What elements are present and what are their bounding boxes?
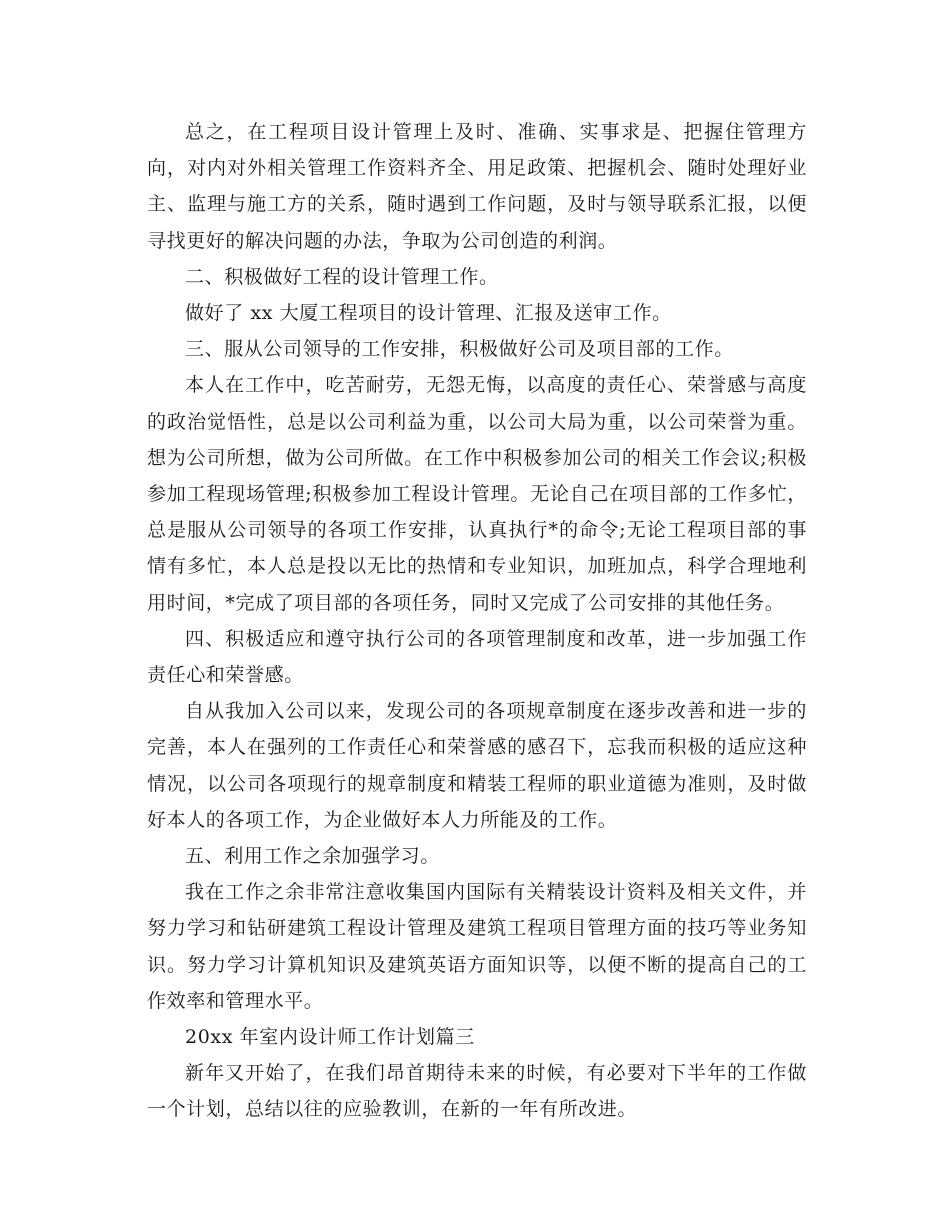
paragraph-section-5: 我在工作之余非常注意收集国内国际有关精装设计资料及相关文件，并努力学习和钻研建筑工程设计管理及建筑工程项目管理方面的技巧等业务知识。努力学习计算机知识及建筑英语方面知识等，以便不断的提高自己的工作效率和管理水平。 xyxy=(147,881,807,1012)
paragraph-summary: 总之，在工程项目设计管理上及时、准确、实事求是、把握住管理方向，对内对外相关管理工作资料齐全、用足政策、把握机会、随时处理好业主、监理与施工方的关系，随时遇到工作问题，及时与领导联系汇报，以便寻找更好的解决问题的办法，争取为公司创造的利润。 xyxy=(147,121,807,252)
document-body xyxy=(147,114,807,1128)
paragraph-section-3: 本人在工作中，吃苦耐劳，无怨无悔，以高度的责任心、荣誉感与高度的政治觉悟性，总是以公司利益为重，以公司大局为重，以公司荣誉为重。想为公司所想，做为公司所做。在工作中积极参加公司的相关工作会议;积极参加工程现场管理;积极参加工程设计管理。无论自己在项目部的工作多忙，总是服从公司领导的各项工作安排，认真执行*的命令;无论工程项目部的事情有多忙，本人总是投以无比的热情和专业知识，加班加点，科学合理地利用时间，*完成了项目部的各项任务，同时又完成了公司安排的其他任务。 xyxy=(147,374,807,614)
heading-section-2: 二、积极做好工程的设计管理工作。 xyxy=(185,265,499,288)
paragraph-new-year: 新年又开始了，在我们昂首期待未来的时候，有必要对下半年的工作做一个计划，总结以往的应验教训，在新的一年有所改进。 xyxy=(147,1062,807,1121)
article-title-part-3: 20xx 年室内设计师工作计划篇三 xyxy=(185,1026,475,1049)
heading-section-3: 三、服从公司领导的工作安排，积极做好公司及项目部的工作。 xyxy=(185,338,734,361)
paragraph-section-4: 自从我加入公司以来，发现公司的各项规章制度在逐步改善和进一步的完善，本人在强列的工作责任心和荣誉感的感召下，忘我而积极的适应这种情况，以公司各项现行的规章制度和精装工程师的职业道德为准则，及时做好本人的各项工作，为企业做好本人力所能及的工作。 xyxy=(147,700,807,831)
heading-section-4: 四、积极适应和遵守执行公司的各项管理制度和改革，进一步加强工作责任心和荣誉感。 xyxy=(147,627,807,687)
paragraph-section-2: 做好了 xx 大厦工程项目的设计管理、汇报及送审工作。 xyxy=(185,302,672,325)
heading-section-5: 五、利用工作之余加强学习。 xyxy=(185,845,440,868)
